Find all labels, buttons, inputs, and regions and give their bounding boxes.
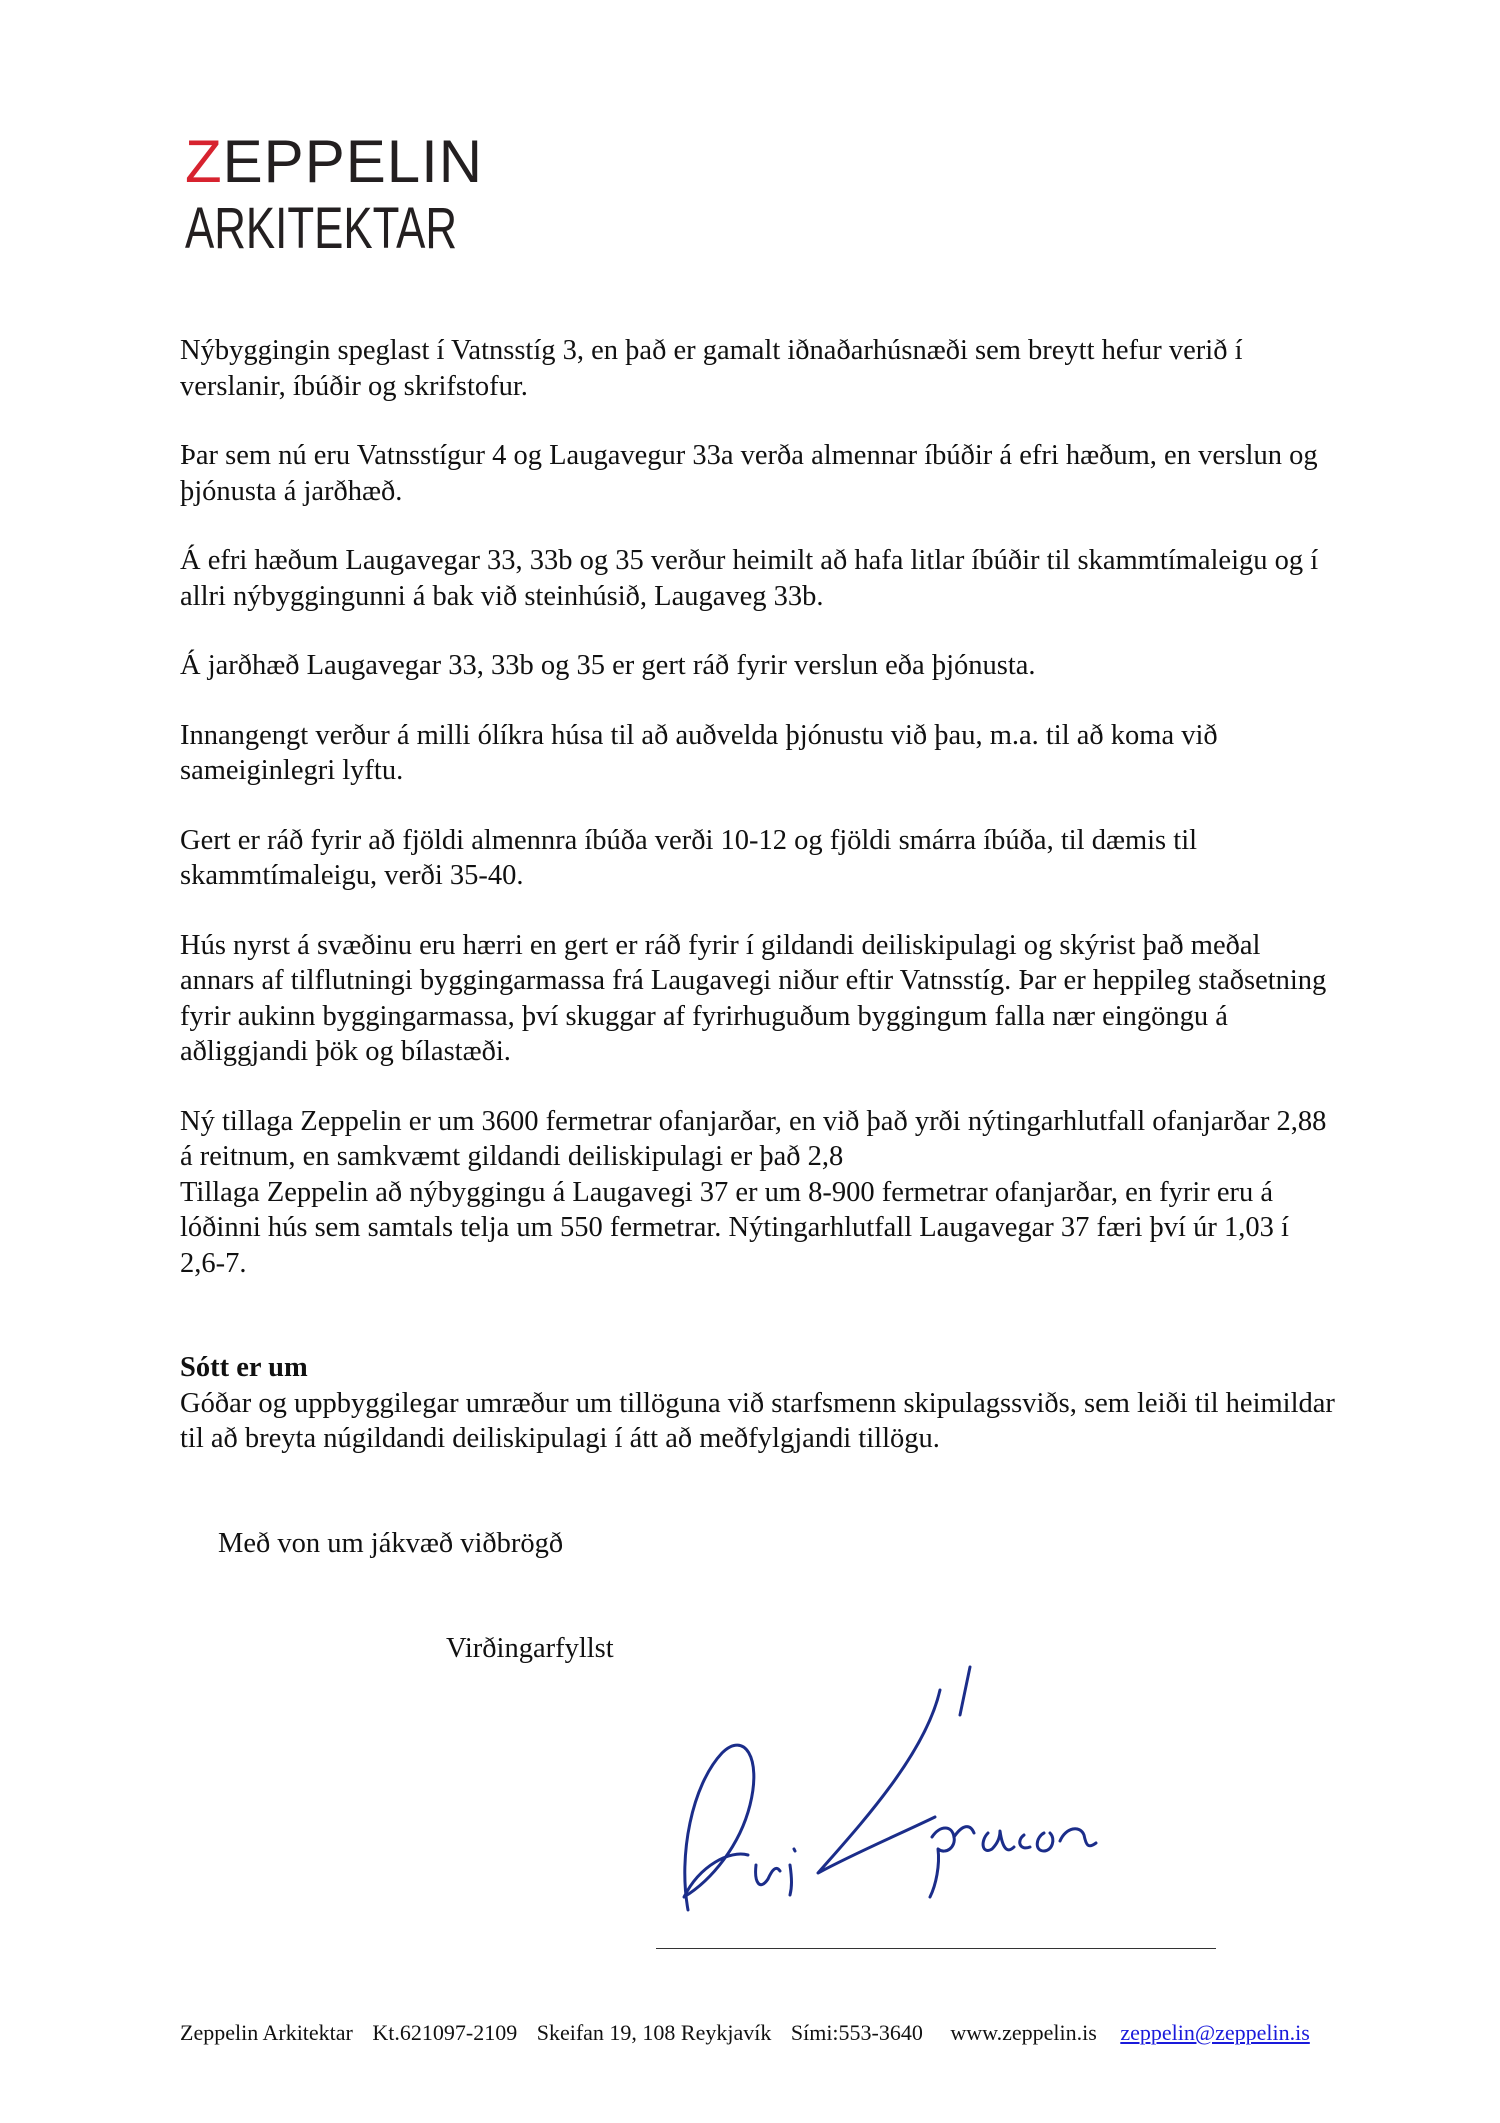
- logo-wordmark-line2: ARKITEKTAR: [185, 196, 457, 261]
- footer-email-link[interactable]: zeppelin@zeppelin.is: [1120, 2020, 1310, 2045]
- regards-line: Virðingarfyllst: [446, 1633, 614, 1664]
- paragraph-6: Gert er ráð fyrir að fjöldi almennra íbúða verði 10-12 og fjöldi smárra íbúða, til dæmis til skammtímaleigu, verði 35-40.: [180, 824, 1198, 891]
- handwritten-signature: [640, 1665, 1160, 1925]
- paragraph-7: Hús nyrst á svæðinu eru hærri en gert er ráð fyrir í gildandi deiliskipulagi og skýrist það meðal annars af tilflutningi byggingarmassa frá Laugavegi niður eftir Vatnsstíg. Þar er heppileg staðsetning fyrir aukinn byggingarmassa, því skuggar af fyrirhuguðum byggingum falla nær eingöngu á aðliggjandi þök og bílastæði.: [180, 929, 1327, 1067]
- letter-body: [180, 333, 1340, 1315]
- paragraph-3: Á efri hæðum Laugavegar 33, 33b og 35 verður heimilt að hafa litlar íbúðir til skammtímaleigu og í allri nýbyggingunni á bak við steinhúsið, Laugaveg 33b.: [180, 545, 1319, 612]
- application-section: [180, 1350, 1340, 1457]
- logo-accent-letter: Z: [185, 128, 223, 195]
- signature-line: [656, 1948, 1216, 1949]
- paragraph-5: Innangengt verður á milli ólíkra húsa til að auðvelda þjónustu við þau, m.a. til að koma við sameiginlegri lyftu.: [180, 719, 1218, 786]
- letterhead-footer: [180, 2020, 1340, 2046]
- paragraph-4: Á jarðhæð Laugavegar 33, 33b og 35 er gert ráð fyrir verslun eða þjónusta.: [180, 650, 1036, 681]
- paragraph-2: Þar sem nú eru Vatnsstígur 4 og Laugavegur 33a verða almennar íbúðir á efri hæðum, en verslun og þjónusta á jarðhæð.: [180, 440, 1318, 507]
- paragraph-9: Tillaga Zeppelin að nýbyggingu á Laugavegi 37 er um 8-900 fermetrar ofanjarðar, en fyrir eru á lóðinni hús sem samtals telja um 550 fermetrar. Nýtingarhlutfall Laugavegar 37 færi því úr 1,03 í 2,6-7.: [180, 1176, 1289, 1279]
- closing-line: Með von um jákvæð viðbrögð: [218, 1528, 564, 1559]
- footer-kt: Kt.621097-2109: [372, 2020, 518, 2045]
- paragraph-8: Ný tillaga Zeppelin er um 3600 fermetrar ofanjarðar, en við það yrði nýtingarhlutfall ofanjarðar 2,88 á reitnum, en samkvæmt gildandi deiliskipulagi er það 2,8: [180, 1105, 1327, 1172]
- svg-text:ZEPPELIN: [185, 128, 483, 195]
- paragraph-1: Nýbyggingin speglast í Vatnsstíg 3, en það er gamalt iðnaðarhúsnæði sem breytt hefur verið í verslanir, íbúðir og skrifstofur.: [180, 335, 1243, 402]
- logo-wordmark-line1: EPPELIN: [222, 128, 484, 195]
- application-text: Góðar og uppbyggilegar umræður um tillöguna við starfsmenn skipulagssviðs, sem leiði til heimildar til að breyta núgildandi deiliskipulagi í átt að meðfylgjandi tillögu.: [180, 1387, 1335, 1454]
- footer-website: www.zeppelin.is: [950, 2020, 1097, 2045]
- application-heading: Sótt er um: [180, 1352, 308, 1383]
- footer-address: Skeifan 19, 108 Reykjavík: [536, 2020, 772, 2045]
- footer-company: Zeppelin Arkitektar: [180, 2020, 353, 2045]
- footer-phone: Sími:553-3640: [790, 2020, 923, 2045]
- company-logo: [185, 128, 484, 261]
